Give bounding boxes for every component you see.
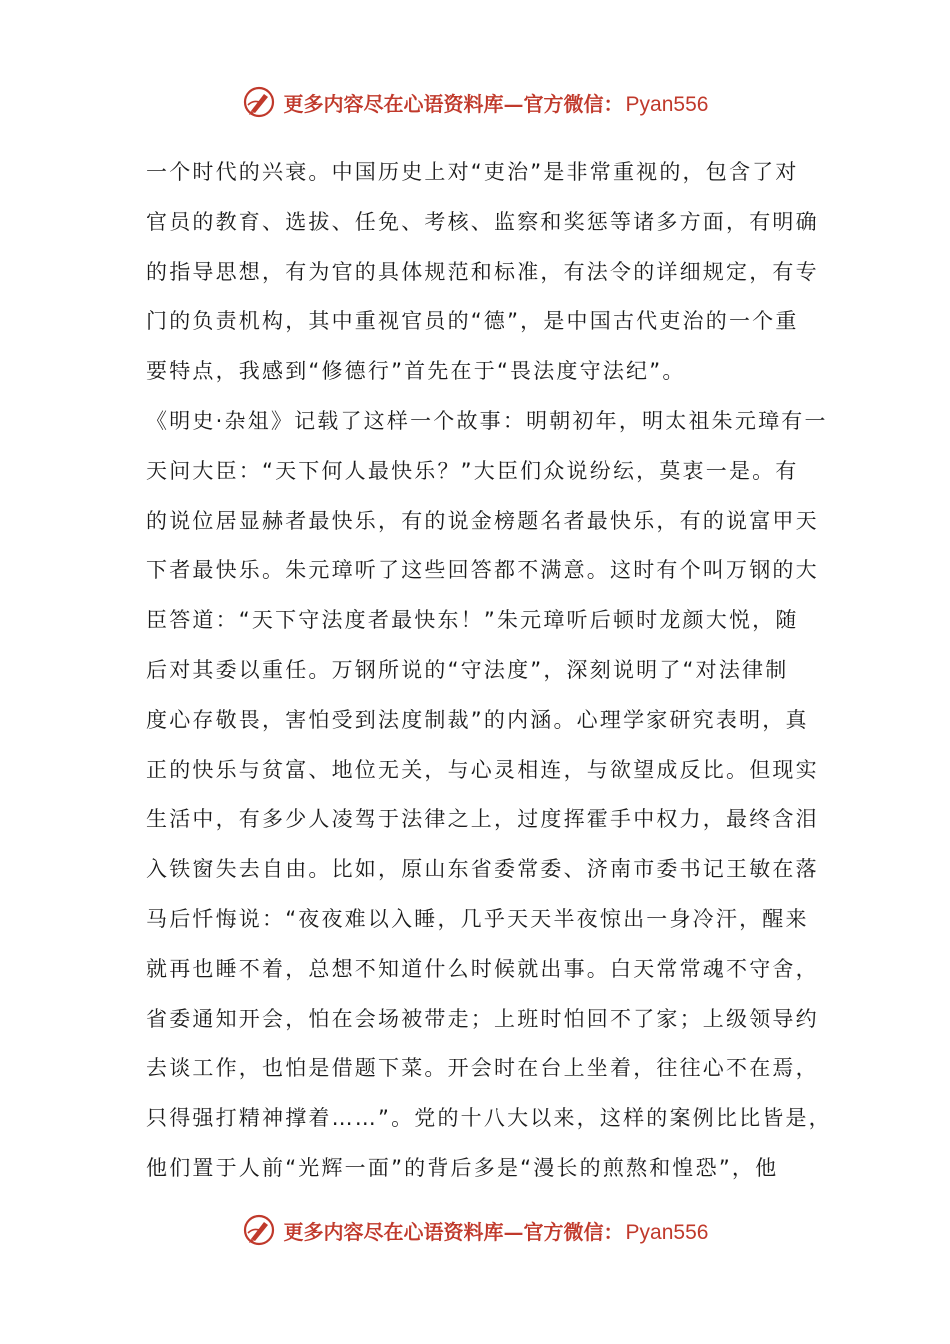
body-line: 就再也睡不着，总想不知道什么时候就出事。白天常常魂不守舍，: [146, 956, 819, 981]
pen-logo-icon: [242, 85, 276, 119]
body-line: 度心存敬畏，害怕受到法度制裁”的内涵。心理学家研究表明，真: [146, 707, 809, 732]
body-line: 生活中，有多少人凌驾于法律之上，过度挥霍手中权力，最终含泪: [146, 807, 819, 832]
body-line: 《明史·杂俎》记载了这样一个故事：明朝初年，明太祖朱元璋有一: [146, 408, 828, 433]
footer-banner-text: [284, 1216, 709, 1245]
header-banner-content: [242, 85, 709, 119]
body-line: 天问大臣：“天下何人最快乐？”大臣们众说纷纭，莫衷一是。有: [146, 458, 799, 483]
body-line: 马后忏悔说：“夜夜难以入睡，几乎天天半夜惊出一身冷汗，醒来: [146, 906, 809, 931]
header-banner: [0, 82, 950, 122]
body-line: 一个时代的兴衰。中国历史上对“吏治”是非常重视的，包含了对: [146, 160, 799, 184]
body-line: 正的快乐与贫富、地位无关，与心灵相连，与欲望成反比。但现实: [146, 757, 819, 782]
body-line: 后对其委以重任。万钢所说的“守法度”，深刻说明了“对法律制: [146, 657, 789, 682]
header-banner-handle: Pyan556: [625, 92, 709, 116]
body-line: 下者最快乐。朱元璋听了这些回答都不满意。这时有个叫万钢的大: [146, 558, 819, 583]
footer-banner: [0, 1210, 950, 1250]
body-line: 的说位居显赫者最快乐，有的说金榜题名者最快乐，有的说富甲天: [146, 508, 819, 533]
footer-banner-content: [242, 1213, 709, 1247]
body-line: 官员的教育、选拔、任免、考核、监察和奖惩等诸多方面，有明确: [146, 209, 819, 234]
pen-logo-icon: [242, 1213, 276, 1247]
footer-banner-title: 更多内容尽在心语资料库—官方微信：: [283, 1219, 624, 1244]
body-line: 他们置于人前“光辉一面”的背后多是“漫长的煎熬和惶恐”，他: [146, 1155, 779, 1180]
body-line: 门的负责机构，其中重视官员的“德”，是中国古代吏治的一个重: [146, 309, 799, 334]
header-banner-title: 更多内容尽在心语资料库—官方微信：: [283, 91, 624, 116]
body-line: 省委通知开会，怕在会场被带走；上班时怕回不了家；上级领导约: [146, 1006, 819, 1031]
header-banner-text: [284, 88, 709, 117]
body-line: 的指导思想，有为官的具体规范和标准，有法令的详细规定，有专: [146, 259, 819, 284]
body-line: 臣答道：“天下守法度者最快东！”朱元璋听后顿时龙颜大悦，随: [146, 608, 799, 633]
document-body: [146, 152, 832, 1198]
body-line: 入铁窗失去自由。比如，原山东省委常委、济南市委书记王敏在落: [146, 857, 819, 882]
body-line: 要特点，我感到“修德行”首先在于“畏法度守法纪”。: [146, 359, 686, 384]
body-line: 只得强打精神撑着……”。党的十八大以来，这样的案例比比皆是，: [146, 1106, 832, 1131]
body-line: 去谈工作，也怕是借题下菜。开会时在台上坐着，往往心不在焉，: [146, 1056, 819, 1081]
footer-banner-handle: Pyan556: [625, 1220, 709, 1244]
